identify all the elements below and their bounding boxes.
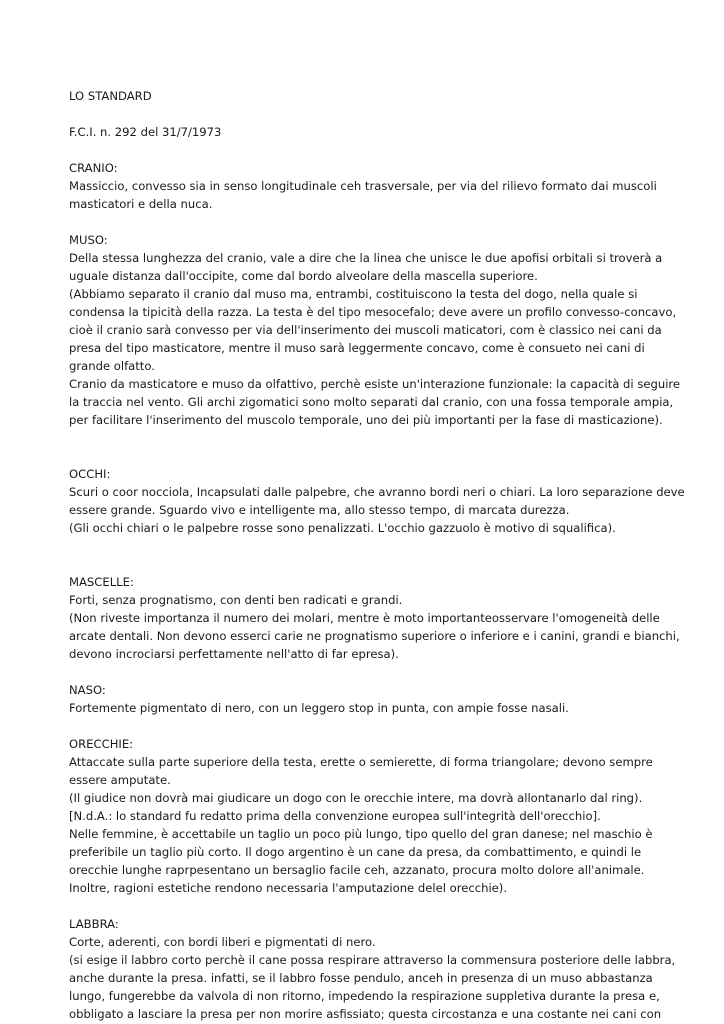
paragraph-line: Della stessa lunghezza del cranio, vale a dire che la linea che unisce le due apofisi orbitali si troverà a — [69, 251, 663, 265]
paragraph-line: Cranio da masticatore e muso da olfattivo, perchè esiste un'interazione funzionale: la capacità di seguire — [69, 377, 681, 391]
paragraph-line: cioè il cranio sarà convesso per via dell'inserimento dei muscoli maticatori, com è classico nei cani da — [69, 323, 662, 337]
document-reference: F.C.I. n. 292 del 31/7/1973 — [69, 125, 222, 139]
paragraph-line: (Il giudice non dovrà mai giudicare un dogo con le orecchie intere, ma dovrà allontanarlo dal ring). — [69, 791, 643, 805]
paragraph-line: (Gli occhi chiari o le palpebre rosse sono penalizzati. L'occhio gazzuolo è motivo di squalifica). — [69, 521, 616, 535]
section-muso — [69, 231, 681, 429]
paragraph-line: Scuri o coor nocciola, Incapsulati dalle palpebre, che avranno bordi neri o chiari. La loro separazione deve — [69, 485, 685, 499]
paragraph-line: (Non riveste importanza il numero dei molari, mentre è moto importanteosservare l'omogeneità delle — [69, 611, 660, 625]
paragraph-line: [N.d.A.: lo standard fu redatto prima della convenzione europea sull'integrità dell'orecchio]. — [69, 809, 601, 823]
section-heading: OCCHI: — [69, 467, 111, 481]
paragraph-line: Corte, aderenti, con bordi liberi e pigmentati di nero. — [69, 935, 376, 949]
paragraph-line: Inoltre, ragioni estetiche rendono necessaria l'amputazione delel orecchie). — [69, 881, 508, 895]
paragraph-line: Attaccate sulla parte superiore della testa, erette o semierette, di forma triangolare; devono sempre — [69, 755, 653, 769]
paragraph-line: la traccia nel vento. Gli archi zigomatici sono molto separati dal cranio, con una fossa temporale ampia, — [69, 395, 674, 409]
paragraph-line: (si esige il labbro corto perchè il cane possa respirare attraverso la commensura posteriore delle labbra, — [69, 953, 676, 967]
section-heading: MUSO: — [69, 233, 108, 247]
paragraph-line: essere amputate. — [69, 773, 171, 787]
section-cranio — [69, 159, 669, 213]
section-labbra — [69, 915, 676, 1023]
paragraph-line: orecchie lunghe raprpesentano un bersaglio facile ceh, azzanato, procura molto dolore all'animale. — [69, 863, 645, 877]
section-naso — [69, 681, 669, 717]
section-mascelle — [69, 573, 680, 663]
paragraph-line: Fortemente pigmentato di nero, con un leggero stop in punta, con ampie fosse nasali. — [69, 701, 569, 715]
section-orecchie — [69, 735, 669, 897]
document-title: LO STANDARD — [69, 89, 152, 103]
section-heading: LABBRA: — [69, 917, 119, 931]
paragraph-line: essere grande. Sguardo vivo e intelligente ma, allo stesso tempo, di marcata durezza. — [69, 503, 570, 517]
paragraph-line: preferibile un taglio più corto. Il dogo argentino è un cane da presa, da combattimento, e quindi le — [69, 845, 642, 859]
paragraph-line: masticatori e della nuca. — [69, 197, 213, 211]
paragraph-line: lungo, fungerebbe da valvola di non ritorno, impedendo la respirazione suppletiva durante la presa e, — [69, 989, 660, 1003]
section-heading: CRANIO: — [69, 161, 118, 175]
document-page — [69, 87, 685, 1023]
section-heading: MASCELLE: — [69, 575, 134, 589]
section-heading: NASO: — [69, 683, 106, 697]
paragraph-line: obbligato a lasciare la presa per non morire asfissiato; questa circostanza e una costante nei cani con — [69, 1007, 662, 1021]
paragraph-line: Nelle femmine, è accettabile un taglio un poco più lungo, tipo quello del gran danese; nel maschio è — [69, 827, 653, 841]
paragraph-line: anche durante la presa. infatti, se il labbro fosse pendulo, anceh in presenza di un muso abbastanza — [69, 971, 653, 985]
paragraph-line: devono incrociarsi perfettamente nell'atto di far epresa). — [69, 647, 399, 661]
paragraph-line: uguale distanza dall'occipite, come dal bordo alveolare della mascella superiore. — [69, 269, 538, 283]
paragraph-line: per facilitare l'inserimento del muscolo temporale, uno dei più importanti per la fase di masticazione). — [69, 413, 663, 427]
section-occhi — [69, 465, 685, 537]
paragraph-line: condensa la tipicità della razza. La testa è del tipo mesocefalo; deve avere un profilo convesso-concavo, — [69, 305, 677, 319]
section-heading: ORECCHIE: — [69, 737, 134, 751]
paragraph-line: Massiccio, convesso sia in senso longitudinale ceh trasversale, per via del rilievo formato dai muscoli — [69, 179, 657, 193]
paragraph-line: Forti, senza prognatismo, con denti ben radicati e grandi. — [69, 593, 403, 607]
paragraph-line: grande olfatto. — [69, 359, 155, 373]
paragraph-line: arcate dentali. Non devono esserci carie ne prognatismo superiore o inferiore e i canini, grandi e bianchi, — [69, 629, 680, 643]
paragraph-line: presa del tipo masticatore, mentre il muso sarà leggermente concavo, come è consueto nei cani di — [69, 341, 645, 355]
paragraph-line: (Abbiamo separato il cranio dal muso ma, entrambi, costituiscono la testa del dogo, nella quale si — [69, 287, 638, 301]
